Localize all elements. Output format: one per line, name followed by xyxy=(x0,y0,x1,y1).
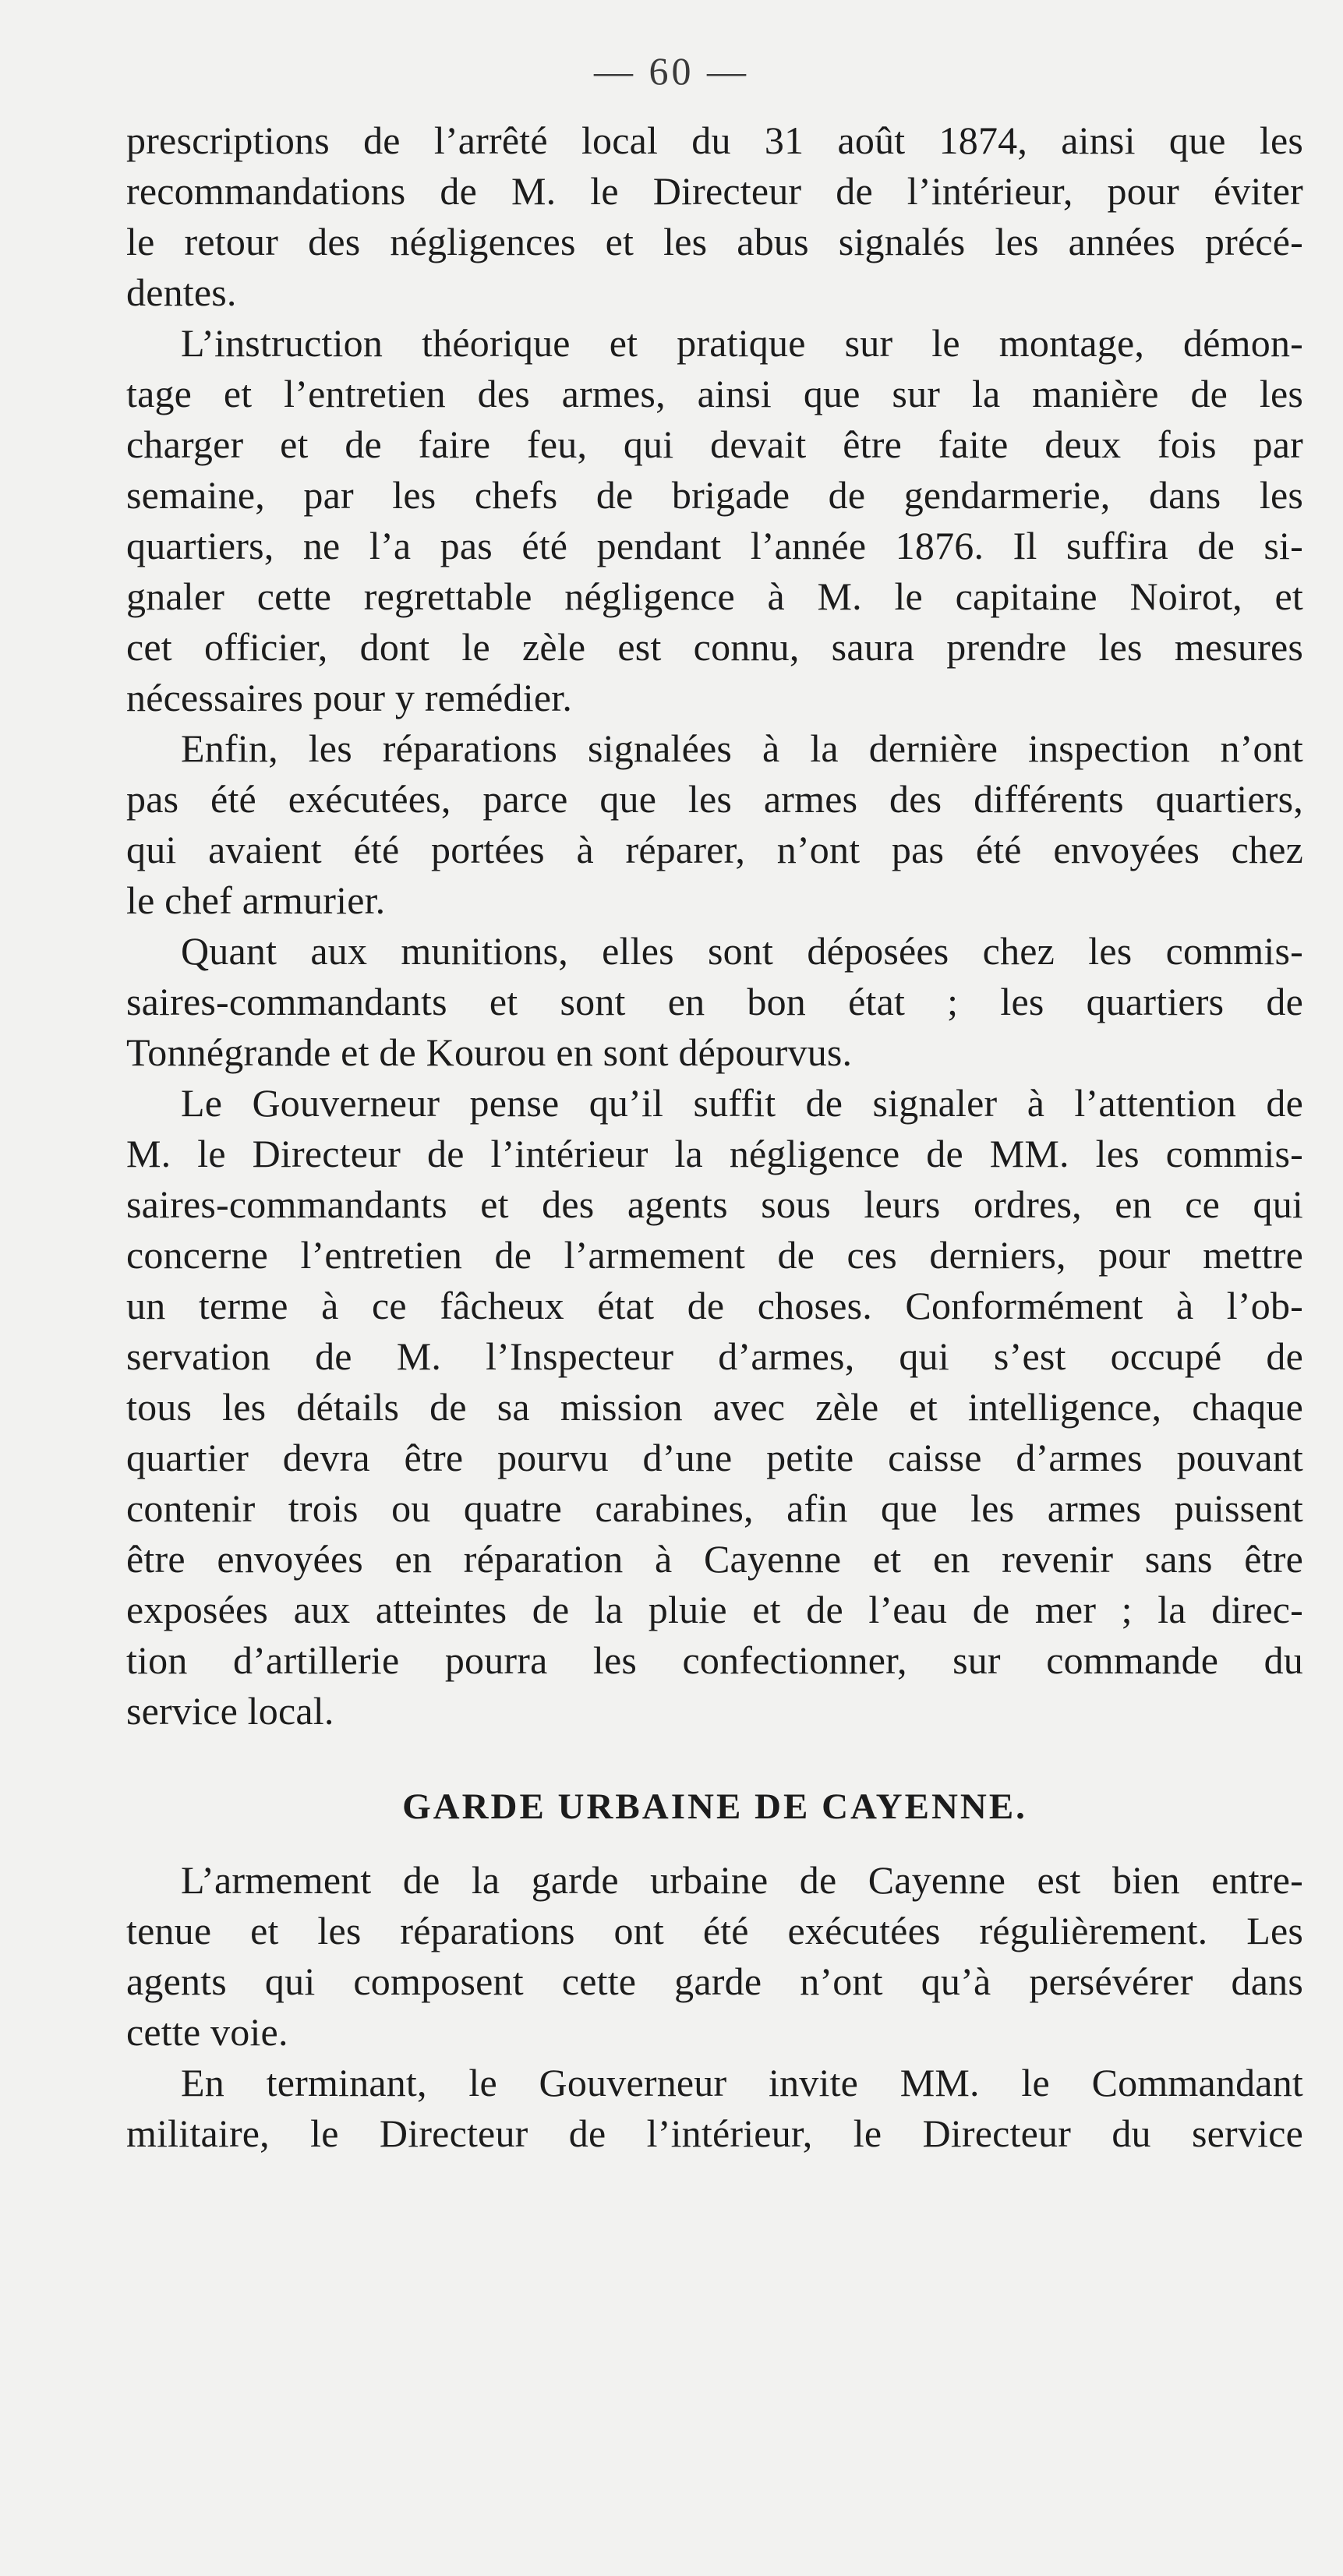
body-text xyxy=(126,115,1303,2159)
text-line: M. le Directeur de l’intérieur la négligence de MM. les commis- xyxy=(126,1132,1303,1175)
text-line: exposées aux atteintes de la pluie et de l’eau de mer ; la direc- xyxy=(126,1588,1303,1631)
text-line: service local. xyxy=(126,1689,334,1733)
text-line: être envoyées en réparation à Cayenne et en revenir sans être xyxy=(126,1537,1303,1581)
text-line: En terminant, le Gouverneur invite MM. le Commandant xyxy=(181,2061,1303,2104)
paragraph-1 xyxy=(126,115,1303,318)
text-line: contenir trois ou quatre carabines, afin que les armes puissent xyxy=(126,1486,1303,1530)
paragraph-3 xyxy=(126,723,1303,926)
text-line: gnaler cette regrettable négligence à M. le capitaine Noirot, et xyxy=(126,574,1303,618)
text-line: cet officier, dont le zèle est connu, saura prendre les mesures xyxy=(126,625,1303,669)
text-line: tage et l’entretien des armes, ainsi que sur la manière de les xyxy=(126,372,1303,415)
text-line: Quant aux munitions, elles sont déposées chez les commis- xyxy=(181,929,1303,973)
text-line: recommandations de M. le Directeur de l’intérieur, pour éviter xyxy=(126,169,1303,213)
text-line: quartier devra être pourvu d’une petite caisse d’armes pouvant xyxy=(126,1436,1303,1479)
paragraph-7 xyxy=(126,2058,1303,2159)
text-line: charger et de faire feu, qui devait être faite deux fois par xyxy=(126,422,1303,466)
text-line: concerne l’entretien de l’armement de ces derniers, pour mettre xyxy=(126,1233,1303,1277)
text-line: agents qui composent cette garde n’ont qu’à persévérer dans xyxy=(126,1959,1303,2003)
paragraph-5 xyxy=(126,1078,1303,1737)
text-line: semaine, par les chefs de brigade de gendarmerie, dans les xyxy=(126,473,1303,517)
page-number: — 60 — xyxy=(594,49,749,93)
text-line: saires-commandants et sont en bon état ; les quartiers de xyxy=(126,980,1303,1023)
text-line: tous les détails de sa mission avec zèle et intelligence, chaque xyxy=(126,1385,1303,1429)
text-line: tion d’artillerie pourra les confectionner, sur commande du xyxy=(126,1638,1303,1682)
text-line: militaire, le Directeur de l’intérieur, le Directeur du service xyxy=(126,2111,1303,2155)
text-line: qui avaient été portées à réparer, n’ont pas été envoyées chez xyxy=(126,828,1303,871)
text-line: un terme à ce fâcheux état de choses. Conformément à l’ob- xyxy=(126,1284,1303,1327)
text-line: dentes. xyxy=(126,270,237,314)
text-line: le chef armurier. xyxy=(126,878,386,922)
text-line: tenue et les réparations ont été exécutées régulièrement. Les xyxy=(126,1909,1303,1952)
text-line: L’armement de la garde urbaine de Cayenne est bien entre- xyxy=(181,1858,1303,1902)
paragraph-2 xyxy=(126,318,1303,723)
text-line: quartiers, ne l’a pas été pendant l’année 1876. Il suffira de si- xyxy=(126,524,1303,567)
text-line: saires-commandants et des agents sous leurs ordres, en ce qui xyxy=(126,1182,1303,1226)
text-line: prescriptions de l’arrêté local du 31 août 1874, ainsi que les xyxy=(126,118,1303,162)
text-line: servation de M. l’Inspecteur d’armes, qui s’est occupé de xyxy=(126,1334,1303,1378)
text-line: L’instruction théorique et pratique sur le montage, démon- xyxy=(181,321,1303,365)
text-line: Tonnégrande et de Kourou en sont dépourvus. xyxy=(126,1030,853,1074)
text-line: le retour des négligences et les abus signalés les années précé- xyxy=(126,220,1303,263)
section-title: GARDE URBAINE DE CAYENNE. xyxy=(402,1786,1027,1827)
text-line: cette voie. xyxy=(126,2010,288,2054)
paragraph-6 xyxy=(126,1855,1303,2058)
text-line: Le Gouverneur pense qu’il suffit de signaler à l’attention de xyxy=(181,1081,1303,1125)
text-line: nécessaires pour y remédier. xyxy=(126,676,573,719)
text-line: Enfin, les réparations signalées à la dernière inspection n’ont xyxy=(181,726,1303,770)
text-line: pas été exécutées, parce que les armes des différents quartiers, xyxy=(126,777,1303,821)
paragraph-4 xyxy=(126,926,1303,1078)
